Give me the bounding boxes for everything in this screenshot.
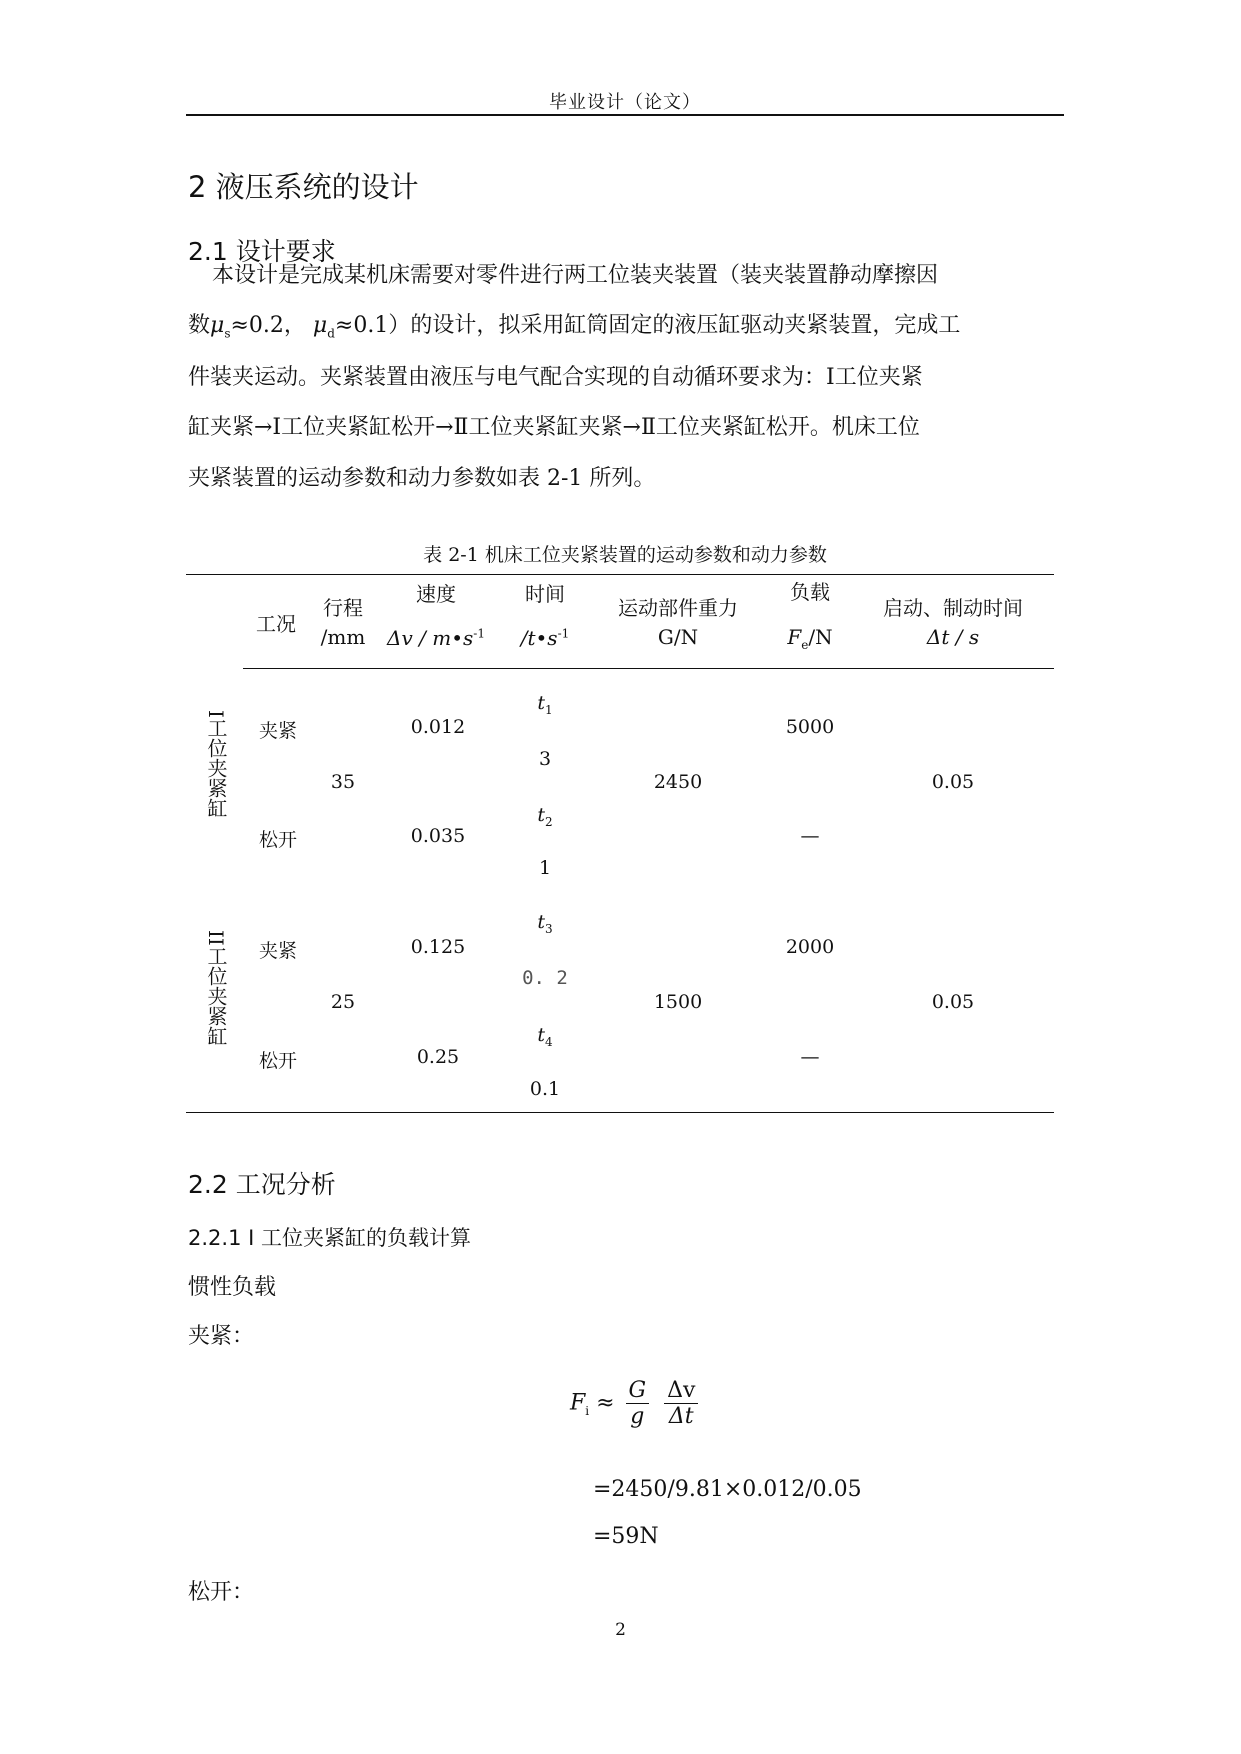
intro-line-4: 缸夹紧→Ⅰ工位夹紧缸松开→Ⅱ工位夹紧缸夹紧→Ⅱ工位夹紧缸松开。机床工位 [188,415,920,440]
load-unit: /N [808,625,833,649]
group-2-row-2-tsym [537,1024,552,1049]
formula-lhs: F [570,1390,586,1416]
header-load-unit [787,625,832,652]
header-load: 负载 [790,580,830,604]
inertia-label: 惯性负载 [188,1275,277,1300]
group-1-stroke: 35 [330,771,356,793]
group-2-gravity: 1500 [653,991,703,1013]
intro-line-1: 本设计是完成某机床需要对零件进行两工位装夹装置（装夹装置静动摩擦因 [212,263,939,288]
group-2-row-2-tval: 0.1 [529,1078,561,1100]
mu-d-symbol: μ [312,313,328,338]
load-symbol: F [787,625,802,649]
chapter-heading: 2 液压系统的设计 [188,170,419,204]
group-2-row-2-speed: 0.25 [416,1046,460,1068]
header-stroke-unit: /mm [320,625,366,649]
group-1-row-2-condition: 松开 [258,829,298,851]
group-1-row-2-tsym [537,804,552,829]
group-1-row-1-load: 5000 [785,716,835,738]
mu-s-symbol: μ [210,313,225,338]
group-1-row-2-speed: 0.035 [410,825,466,847]
fraction-g-den: g [630,1404,645,1429]
header-rule [186,114,1064,116]
header-speed: 速度 [416,582,456,606]
load-sub: e [801,638,809,652]
group-2-row-1-tval: 0. 2 [522,967,568,989]
group-1-row-1-tval: 3 [538,748,552,770]
group-2-row-1-tsym [537,911,552,936]
group-2-row-2-load: — [800,1046,820,1068]
section-heading-2-1: 2.1 设计要求 [188,237,336,266]
t3-symbol: t [537,911,545,933]
group-1-row-2-tval: 1 [538,857,552,879]
t1-symbol: t [537,692,545,714]
header-time-unit [521,626,570,650]
time-unit-exp: -1 [557,626,570,641]
t3-sub: 3 [545,921,553,936]
intro-line-3: 件装夹运动。夹紧装置由液压与电气配合实现的自动循环要求为：Ⅰ工位夹紧 [188,365,923,390]
subsection-heading-2-2-1: 2.2.1 I 工位夹紧缸的负载计算 [188,1226,471,1250]
group-2-row-2-condition: 松开 [258,1050,298,1072]
header-speed-unit [387,626,485,650]
group-1-startstop: 0.05 [931,771,975,793]
t4-symbol: t [537,1024,545,1046]
group-1-row-2-load: — [800,825,820,847]
group-1-row-1-tsym [537,692,552,717]
group-2-stroke: 25 [330,991,356,1013]
formula-lhs-sub: i [585,1403,590,1418]
t4-sub: 4 [545,1034,553,1049]
fraction-dv [664,1378,698,1429]
t2-sub: 2 [545,814,553,829]
startstop-unit-text: Δt / s [926,625,980,649]
mu-s-sub: s [224,326,231,341]
header-startstop-unit [927,625,979,649]
fraction-dv-den: Δt [668,1404,694,1429]
group-2-label: II工位夹紧缸 [204,930,228,1046]
formula-step-1: =2450/9.81×0.012/0.05 [593,1477,862,1502]
intro-line-2-a: ≈0.2， [230,313,306,338]
group-1-label: I工位夹紧缸 [204,710,228,818]
clamp-label: 夹紧： [188,1324,255,1349]
group-1-gravity: 2450 [653,771,703,793]
intro-line-2 [188,308,960,340]
header-gravity: 运动部件重力 [618,596,738,620]
group-2-row-1-condition: 夹紧 [258,940,298,962]
group-2-row-1-speed: 0.125 [410,936,466,958]
intro-line-2-b: ≈0.1）的设计，拟采用缸筒固定的液压缸驱动夹紧装置，完成工 [334,313,961,338]
time-unit-text: /t•s [520,626,558,650]
fraction-g [626,1378,650,1429]
mu-d-sub: d [327,326,335,341]
table-top-rule [186,574,1054,575]
fraction-dv-num: Δv [664,1378,698,1404]
formula-step-2: =59N [593,1524,659,1549]
intro-line-5: 夹紧装置的运动参数和动力参数如表 2-1 所列。 [188,466,656,491]
group-2-startstop: 0.05 [931,991,975,1013]
header-startstop: 启动、制动时间 [883,596,1023,620]
speed-unit-exp: -1 [473,626,485,641]
speed-unit-text: Δv / m•s [387,626,474,650]
table-caption: 表 2-1 机床工位夹紧装置的运动参数和动力参数 [423,544,827,566]
header-gravity-unit: G/N [657,625,699,649]
table-header-rule [243,668,1054,669]
group-1-row-1-speed: 0.012 [410,716,466,738]
running-header: 毕业设计（论文） [549,92,701,113]
header-time: 时间 [525,582,565,606]
group-1-row-1-condition: 夹紧 [258,720,298,742]
release-label: 松开： [188,1580,255,1605]
t2-symbol: t [537,804,545,826]
inertia-formula [570,1378,702,1429]
formula-approx: ≈ [596,1390,615,1416]
group-2-row-1-load: 2000 [785,936,835,958]
fraction-g-num: G [626,1378,650,1404]
header-stroke: 行程 [323,596,363,620]
section-heading-2-2: 2.2 工况分析 [188,1170,336,1199]
table-bottom-rule [186,1112,1054,1113]
page-number: 2 [615,1620,626,1640]
header-condition: 工况 [256,612,296,636]
intro-line-2-pre: 数 [188,313,211,338]
t1-sub: 1 [545,702,553,717]
